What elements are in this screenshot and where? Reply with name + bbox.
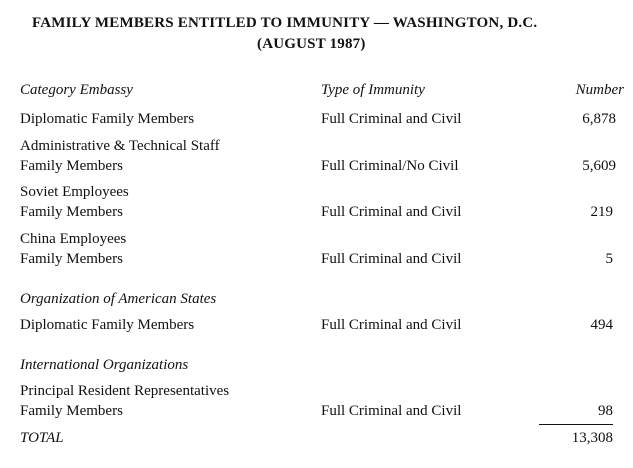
section-heading-oas: Organization of American States [20, 291, 217, 307]
row-type: Full Criminal and Civil [321, 403, 462, 419]
total-rule [539, 424, 613, 425]
total-number: 13,308 [571, 430, 613, 446]
row-category-cont: Family Members [20, 251, 123, 267]
row-number: 5,609 [582, 158, 616, 174]
row-category-cont: Family Members [20, 403, 123, 419]
row-number: 98 [598, 403, 613, 419]
row-type: Full Criminal and Civil [321, 317, 462, 333]
section-heading-intl: International Organizations [20, 357, 189, 373]
header-type: Type of Immunity [321, 82, 425, 98]
title-line-2: (AUGUST 1987) [257, 36, 366, 52]
row-category: China Employees [20, 231, 127, 247]
row-category: Diplomatic Family Members [20, 111, 195, 127]
row-category: Diplomatic Family Members [20, 317, 195, 333]
header-number: Number [575, 82, 624, 98]
row-number: 219 [590, 204, 613, 220]
header-category: Category Embassy [20, 82, 133, 98]
row-category: Administrative & Technical Staff [20, 138, 220, 154]
total-label: TOTAL [20, 430, 64, 446]
row-category: Soviet Employees [20, 184, 129, 200]
row-type: Full Criminal and Civil [321, 251, 462, 267]
row-number: 6,878 [582, 111, 616, 127]
row-type: Full Criminal/No Civil [321, 158, 459, 174]
row-category: Principal Resident Representatives [20, 383, 230, 399]
row-type: Full Criminal and Civil [321, 204, 462, 220]
row-category-cont: Family Members [20, 158, 123, 174]
row-number: 494 [590, 317, 613, 333]
row-category-cont: Family Members [20, 204, 123, 220]
row-type: Full Criminal and Civil [321, 111, 462, 127]
row-number: 5 [605, 251, 613, 267]
title-line-1: FAMILY MEMBERS ENTITLED TO IMMUNITY — WASHINGTON, D.C. [32, 15, 538, 31]
